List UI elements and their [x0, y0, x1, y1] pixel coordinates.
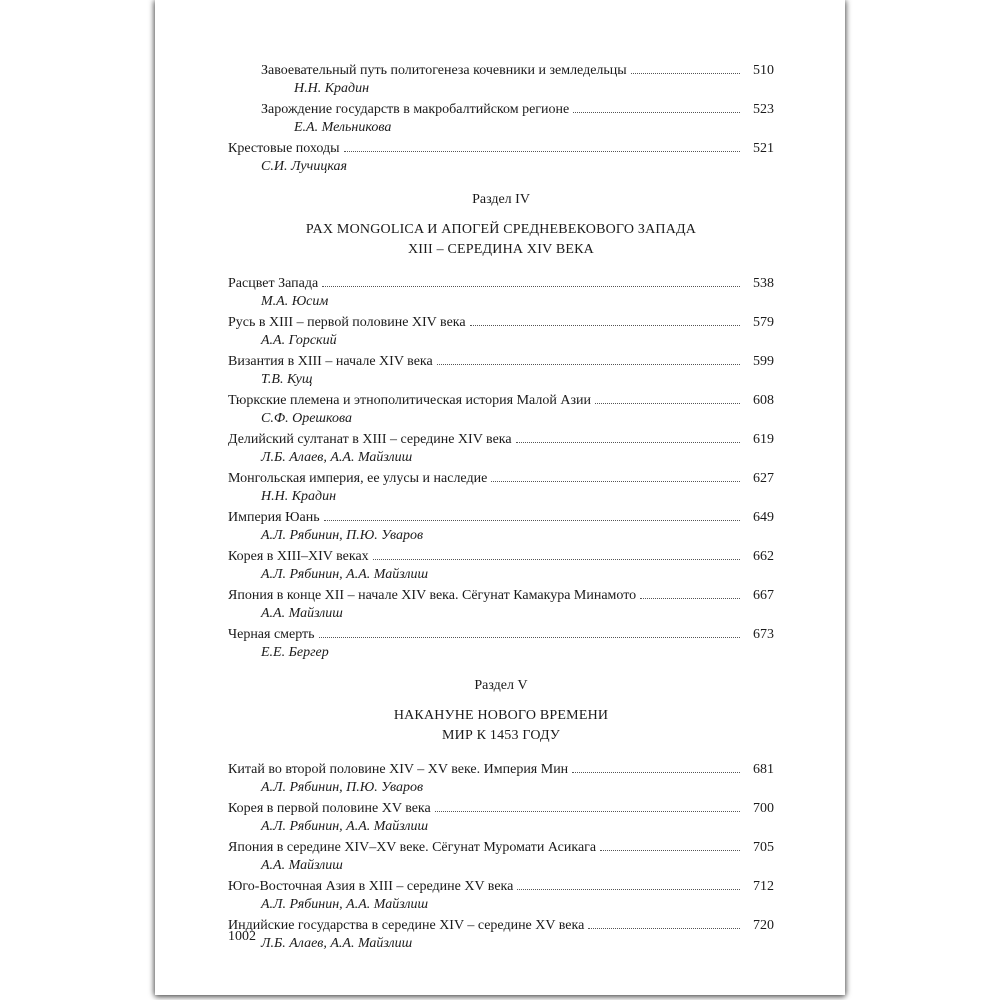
- entry-page-number: 523: [753, 102, 774, 117]
- entry-page-number: 619: [753, 432, 774, 447]
- toc-entry: [228, 275, 774, 310]
- toc-entry: [228, 626, 774, 661]
- toc-entry: [228, 800, 774, 835]
- toc-entry: [228, 587, 774, 622]
- section-title-line: XIII – СЕРЕДИНА XIV ВЕКА: [408, 242, 594, 257]
- entry-author: Н.Н. Крадин: [261, 489, 337, 504]
- entry-author: М.А. Юсим: [261, 294, 329, 309]
- entry-title: Монгольская империя, ее улусы и наследие: [228, 471, 488, 486]
- section-label: Раздел V: [474, 678, 528, 693]
- entry-page-number: 608: [753, 393, 774, 408]
- entry-author: А.Л. Рябинин, А.А. Майзлиш: [261, 567, 429, 582]
- entry-title: Корея в первой половине XV века: [228, 801, 431, 816]
- entry-author: С.Ф. Орешкова: [261, 411, 352, 426]
- entry-page-number: 700: [753, 801, 774, 816]
- dot-leader: [319, 637, 740, 638]
- section-title-line: НАКАНУНЕ НОВОГО ВРЕМЕНИ: [393, 708, 609, 723]
- dot-leader: [516, 442, 740, 443]
- dot-leader: [588, 928, 740, 929]
- entry-author: А.Л. Рябинин, А.А. Майзлиш: [261, 819, 429, 834]
- entry-author: А.Л. Рябинин, П.Ю. Уваров: [261, 528, 424, 543]
- entry-title: Индийские государства в середине XIV – середине XV века: [228, 918, 585, 933]
- dot-leader: [517, 889, 740, 890]
- entry-author: А.А. Майзлиш: [261, 606, 343, 621]
- dot-leader: [435, 811, 740, 812]
- document-page: [155, 0, 845, 995]
- entry-page-number: 627: [753, 471, 774, 486]
- section-title-line: PAX MONGOLICA И АПОГЕЙ СРЕДНЕВЕКОВОГО ЗАПАДА: [305, 222, 697, 237]
- entry-author: Е.А. Мельникова: [294, 120, 392, 135]
- dot-leader: [640, 598, 740, 599]
- entry-title: Зарождение государств в макробалтийском регионе: [261, 102, 570, 117]
- entry-page-number: 667: [753, 588, 774, 603]
- top-entries: [228, 62, 774, 175]
- entry-page-number: 720: [753, 918, 774, 933]
- section5-entries: [228, 761, 774, 952]
- toc-entry: [228, 470, 774, 505]
- entry-page-number: 599: [753, 354, 774, 369]
- entry-page-number: 538: [753, 276, 774, 291]
- entry-title: Китай во второй половине XIV – XV веке. Империя Мин: [228, 762, 569, 777]
- entry-title: Византия в XIII – начале XIV века: [228, 354, 433, 369]
- entry-page-number: 662: [753, 549, 774, 564]
- entry-title: Юго-Восточная Азия в XIII – середине XV века: [228, 879, 514, 894]
- entry-author: А.Л. Рябинин, П.Ю. Уваров: [261, 780, 424, 795]
- section4-entries: [228, 275, 774, 661]
- dot-leader: [373, 559, 740, 560]
- entry-page-number: 510: [753, 63, 774, 78]
- entry-title: Тюркские племена и этнополитическая история Малой Азии: [228, 393, 591, 408]
- entry-author: А.А. Горский: [261, 333, 337, 348]
- toc-entry: [228, 314, 774, 349]
- entry-author: Л.Б. Алаев, А.А. Майзлиш: [261, 936, 413, 951]
- entry-author: Н.Н. Крадин: [294, 81, 370, 96]
- entry-title: Корея в XIII–XIV веках: [228, 549, 369, 564]
- section-title: [228, 706, 774, 746]
- entry-title: Крестовые походы: [228, 141, 340, 156]
- dot-leader: [344, 151, 740, 152]
- entry-title: Завоевательный путь политогенеза кочевники и земледельцы: [261, 63, 627, 78]
- toc-entry: [228, 62, 774, 97]
- toc-entry: [228, 431, 774, 466]
- toc-entry: [228, 839, 774, 874]
- toc-entry: [228, 353, 774, 388]
- entry-author: Л.Б. Алаев, А.А. Майзлиш: [261, 450, 413, 465]
- dot-leader: [491, 481, 740, 482]
- toc-entry: [228, 392, 774, 427]
- dot-leader: [470, 325, 740, 326]
- entry-title: Делийский султанат в XIII – середине XIV века: [228, 432, 512, 447]
- page-number: 1002: [228, 929, 256, 944]
- toc-entry: [228, 140, 774, 175]
- section-label: Раздел IV: [472, 192, 530, 207]
- entry-author: А.Л. Рябинин, А.А. Майзлиш: [261, 897, 429, 912]
- toc-entry: [228, 509, 774, 544]
- table-of-contents: [228, 62, 774, 956]
- dot-leader: [324, 520, 740, 521]
- toc-entry: [228, 917, 774, 952]
- dot-leader: [572, 772, 740, 773]
- dot-leader: [595, 403, 740, 404]
- dot-leader: [631, 73, 740, 74]
- toc-entry: [228, 548, 774, 583]
- entry-author: С.И. Лучицкая: [261, 159, 348, 174]
- entry-author: Т.В. Кущ: [261, 372, 313, 387]
- entry-author: А.А. Майзлиш: [261, 858, 343, 873]
- entry-title: Черная смерть: [228, 627, 315, 642]
- dot-leader: [573, 112, 740, 113]
- entry-page-number: 681: [753, 762, 774, 777]
- entry-title: Империя Юань: [228, 510, 320, 525]
- entry-page-number: 579: [753, 315, 774, 330]
- toc-entry: [228, 878, 774, 913]
- entry-title: Русь в XIII – первой половине XIV века: [228, 315, 466, 330]
- entry-title: Япония в середине XIV–XV веке. Сёгунат Муромати Асикага: [228, 840, 597, 855]
- dot-leader: [322, 286, 740, 287]
- entry-title: Япония в конце XII – начале XIV века. Сёгунат Камакура Минамото: [228, 588, 637, 603]
- entry-author: Е.Е. Бергер: [261, 645, 329, 660]
- entry-page-number: 673: [753, 627, 774, 642]
- dot-leader: [600, 850, 740, 851]
- entry-title: Расцвет Запада: [228, 276, 319, 291]
- section-title: [228, 220, 774, 260]
- toc-entry: [228, 101, 774, 136]
- toc-entry: [228, 761, 774, 796]
- dot-leader: [437, 364, 740, 365]
- section-title-line: МИР К 1453 ГОДУ: [442, 728, 560, 743]
- entry-page-number: 521: [753, 141, 774, 156]
- entry-page-number: 712: [753, 879, 774, 894]
- entry-page-number: 649: [753, 510, 774, 525]
- entry-page-number: 705: [753, 840, 774, 855]
